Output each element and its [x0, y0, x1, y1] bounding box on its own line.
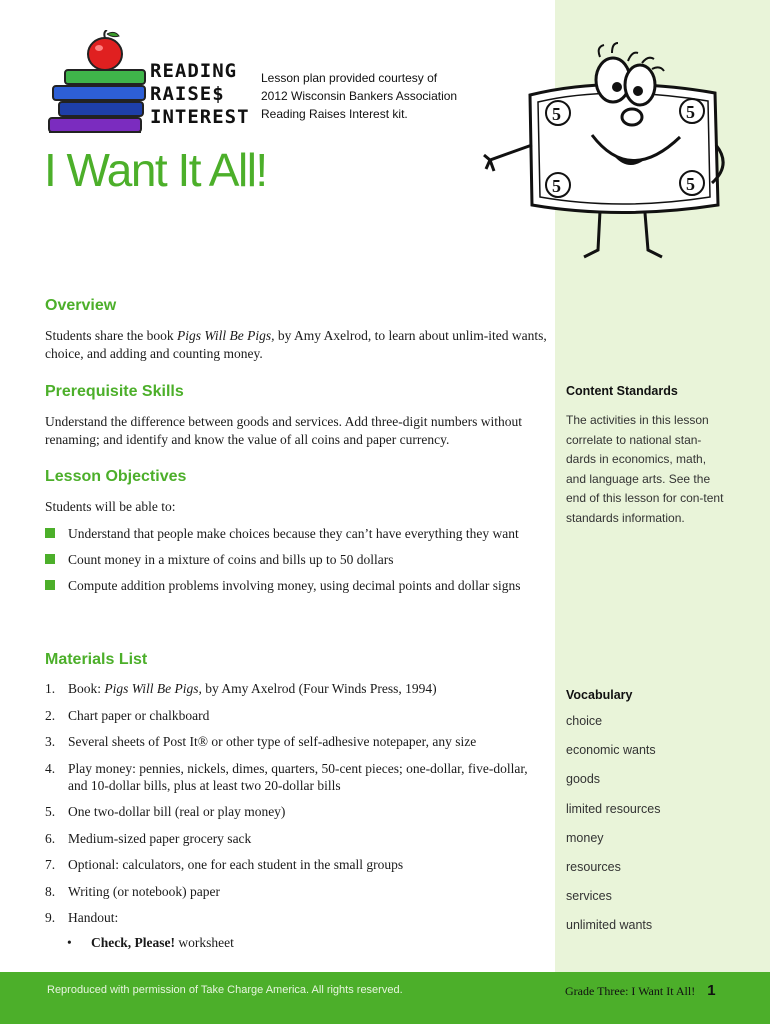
- logo-wordmark: [150, 60, 250, 129]
- materials-list: [45, 680, 550, 936]
- vocab-term: resources: [566, 859, 621, 874]
- list-item: [45, 707, 550, 724]
- overview-book-title: Pigs Will Be Pigs,: [176, 328, 275, 343]
- material-text: Writing (or notebook) paper: [68, 883, 221, 899]
- list-item: [45, 680, 550, 697]
- bill-corner-number: 5: [552, 176, 561, 196]
- page-title: I Want It All!: [44, 144, 267, 196]
- overview-text-pre: Students share the book: [45, 328, 177, 343]
- material-text: Chart paper or chalkboard: [68, 707, 210, 723]
- overview-text: [45, 327, 550, 363]
- apple-icon: [88, 30, 122, 70]
- list-item: [45, 803, 550, 820]
- list-number: 1.: [45, 681, 56, 696]
- list-item: [45, 733, 550, 750]
- logo-line-raises: RAISE$: [150, 83, 225, 105]
- objectives-list: [45, 525, 545, 603]
- page-footer: [0, 972, 770, 1024]
- list-item: [45, 525, 545, 542]
- objective-text: Compute addition problems involving money, using decimal points and dollar signs: [68, 578, 521, 593]
- material-text: Medium-sized paper grocery sack: [68, 830, 252, 846]
- vocab-term: unlimited wants: [566, 918, 653, 933]
- overview-text-post: by Amy Axelrod, to learn about unlim-ited wants, choice, and adding and counting money.: [45, 328, 547, 361]
- bill-corner-number: 5: [552, 104, 561, 124]
- handout-title: Check, Please!: [91, 935, 175, 950]
- objective-text: Understand that people make choices because they can’t have everything they want: [68, 526, 519, 541]
- vocabulary-list: [566, 714, 660, 948]
- courtesy-line-1: Lesson plan provided courtesy of: [261, 71, 438, 85]
- materials-heading: Materials List: [45, 651, 148, 668]
- prerequisite-heading: Prerequisite Skills: [45, 383, 184, 400]
- handout-sub-item: [67, 935, 234, 951]
- list-item: [45, 830, 550, 847]
- bullet-dot-icon: •: [67, 935, 72, 950]
- page-number: 1: [707, 982, 716, 999]
- list-item: [45, 856, 550, 873]
- courtesy-note: [261, 69, 501, 123]
- book-stack-icon: [49, 70, 145, 132]
- overview-heading: Overview: [45, 297, 117, 314]
- vocab-term: choice: [566, 714, 603, 728]
- bullet-square-icon: [45, 554, 55, 564]
- prerequisite-text: Understand the difference between goods and services. Add three-digit numbers without renaming; and identify and know the value of all coins and paper currency.: [45, 414, 522, 447]
- material-book-title: Pigs Will Be Pigs,: [104, 681, 202, 696]
- list-number: 8.: [45, 883, 56, 899]
- content-standards-text: The activities in this lesson correlate to national stan-dards in economics, math, and language arts. See the end of this lesson for con-tent standards information.: [566, 413, 724, 525]
- courtesy-line-2: 2012 Wisconsin Bankers Association: [261, 89, 458, 103]
- material-text: Play money: pennies, nickels, dimes, quarters, 50-cent pieces; one-dollar, five-dollar, and 10-dollar bills, plus at least two 20-dollar bills: [68, 760, 528, 793]
- bullet-square-icon: [45, 580, 55, 590]
- objectives-heading: Lesson Objectives: [45, 468, 187, 485]
- list-number: 3.: [45, 734, 56, 749]
- bullet-square-icon: [45, 528, 55, 538]
- five-dollar-bill-mascot: [480, 35, 730, 275]
- list-item: [45, 909, 550, 926]
- material-text: Optional: calculators, one for each student in the small groups: [68, 857, 404, 872]
- footer-copyright: Reproduced with permission of Take Charge America. All rights reserved.: [47, 984, 403, 996]
- objective-text: Count money in a mixture of coins and bills up to 50 dollars: [68, 552, 394, 567]
- vocab-term: services: [566, 889, 612, 904]
- vocabulary-heading: Vocabulary: [566, 688, 633, 702]
- logo-line-interest: INTEREST: [150, 106, 250, 128]
- footer-grade-label: [565, 982, 716, 999]
- list-item: [45, 883, 550, 900]
- list-number: 6.: [45, 830, 56, 846]
- logo-line-reading: READING: [150, 60, 238, 82]
- vocab-term: money: [566, 830, 604, 845]
- list-item: [45, 760, 550, 794]
- vocab-term: goods: [566, 772, 601, 787]
- vocab-term: economic wants: [566, 743, 656, 758]
- footer-lesson-title: Grade Three: I Want It All!: [565, 984, 696, 998]
- content-standards-heading: Content Standards: [566, 384, 678, 398]
- material-text: by Amy Axelrod (Four Winds Press, 1994): [201, 681, 437, 696]
- objectives-intro: Students will be able to:: [45, 499, 176, 514]
- list-number: 5.: [45, 804, 56, 819]
- handout-text: worksheet: [174, 935, 234, 950]
- list-item: [45, 577, 545, 594]
- bill-corner-number: 5: [686, 174, 695, 194]
- list-number: 4.: [45, 760, 56, 776]
- list-number: 7.: [45, 857, 56, 872]
- list-item: [45, 551, 545, 568]
- material-text: Several sheets of Post It® or other type of self-adhesive notepaper, any size: [68, 734, 477, 749]
- material-text: Book:: [68, 681, 105, 696]
- list-number: 9.: [45, 910, 56, 925]
- courtesy-line-3: Reading Raises Interest kit.: [261, 107, 408, 121]
- bill-corner-number: 5: [686, 102, 695, 122]
- material-text: Handout:: [68, 910, 119, 925]
- material-text: One two-dollar bill (real or play money): [68, 804, 286, 819]
- vocab-term: limited resources: [566, 801, 661, 816]
- list-number: 2.: [45, 707, 56, 723]
